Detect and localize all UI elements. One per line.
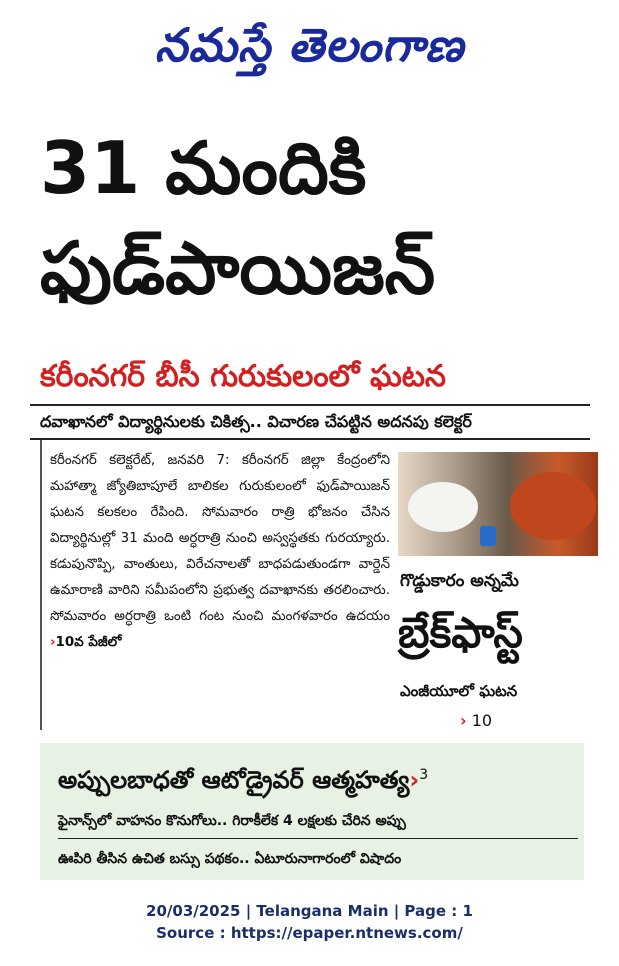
- sidebar-kicker: గొడ్డుకారం అన్నమే: [400, 571, 519, 591]
- green-box-sub-1: ఫైనాన్స్‌లో వాహనం కొనుగోలు.. గిరాకీలేక 4 లక్షలకు చేరిన అప్పు: [58, 813, 406, 829]
- footer-date-line: 20/03/2025 | Telangana Main | Page : 1: [146, 902, 473, 920]
- article-body: [50, 448, 390, 656]
- green-box-sub-2: ఊపిరి తీసిన ఉచిత బస్సు పథకం.. ఏటూరునాగారంలో విషాదం: [58, 851, 402, 867]
- red-subheadline: కరీంనగర్ బీసీ గురుకులంలో ఘటన: [40, 359, 446, 394]
- jump-arrow-icon: ›: [50, 635, 56, 650]
- sidebar-headline: బ్రేక్‌ఫాస్ట్: [398, 608, 523, 657]
- divider-top: [30, 404, 590, 406]
- green-box-headline: [58, 752, 598, 803]
- sidebar-tail: ఎంజీయూలో ఘటన: [400, 682, 518, 700]
- footer-source-link[interactable]: Source : https://epaper.ntnews.com/: [156, 924, 463, 942]
- green-page-arrow-icon: ›: [409, 766, 420, 794]
- headline-line-2: ఫుడ్‌పాయిజన్: [40, 226, 436, 310]
- sidebar-page-ref: [460, 708, 580, 734]
- deck-line: దవాఖానలో విద్యార్థినులకు చికిత్స.. విచారణ చేపట్టిన అదనపు కలెక్టర్: [40, 412, 472, 431]
- page-arrow-icon: ›: [460, 711, 467, 730]
- green-box-headline-text: అప్పులబాధతో ఆటోడ్రైవర్ ఆత్మహత్య: [58, 766, 410, 794]
- masthead-logo: నమస్తే తెలంగాణ: [154, 18, 465, 72]
- sidebar-page-number: 10: [471, 711, 493, 730]
- green-box-page-number: 3: [419, 767, 429, 783]
- jump-page-label: 10వ పేజీలో: [55, 635, 122, 650]
- article-body-text: కరీంనగర్ కలెక్టరేట్, జనవరి 7: కరీంనగర్ జిల్లా కేంద్రంలోని మహాత్మా జ్యోతిబాపూలే బాలికల గురుకులంలో ఫుడ్‌పాయిజన్ ఘటన కలకలం రేపింది. సోమవారం రాత్రి భోజనం చేసిన విద్యార్థినుల్లో 31 మంది అర్ధరాత్రి నుంచి అస్వస్థతకు గురయ్యారు. కడుపునొప్పి, వాంతులు, విరేచనాలతో బాధపడుతుండగా వార్డెన్ ఉమారాణి వారిని సమీపంలోని ప్రభుత్వ దవాఖానకు తరలించారు. సోమవారం అర్ధరాత్రి ఒంటి గంట నుంచి మంగళవారం ఉదయం: [50, 453, 390, 624]
- chilli-bowl: [510, 472, 596, 540]
- main-headline: [40, 118, 600, 318]
- divider-deck: [30, 438, 590, 440]
- green-box-divider: [58, 838, 578, 839]
- food-photo: [398, 452, 598, 556]
- column-rule: [40, 440, 42, 730]
- blue-cup: [480, 526, 496, 546]
- rice-plate: [408, 482, 478, 532]
- page-footer: [0, 900, 619, 944]
- headline-line-1: 31 మందికి: [40, 126, 367, 210]
